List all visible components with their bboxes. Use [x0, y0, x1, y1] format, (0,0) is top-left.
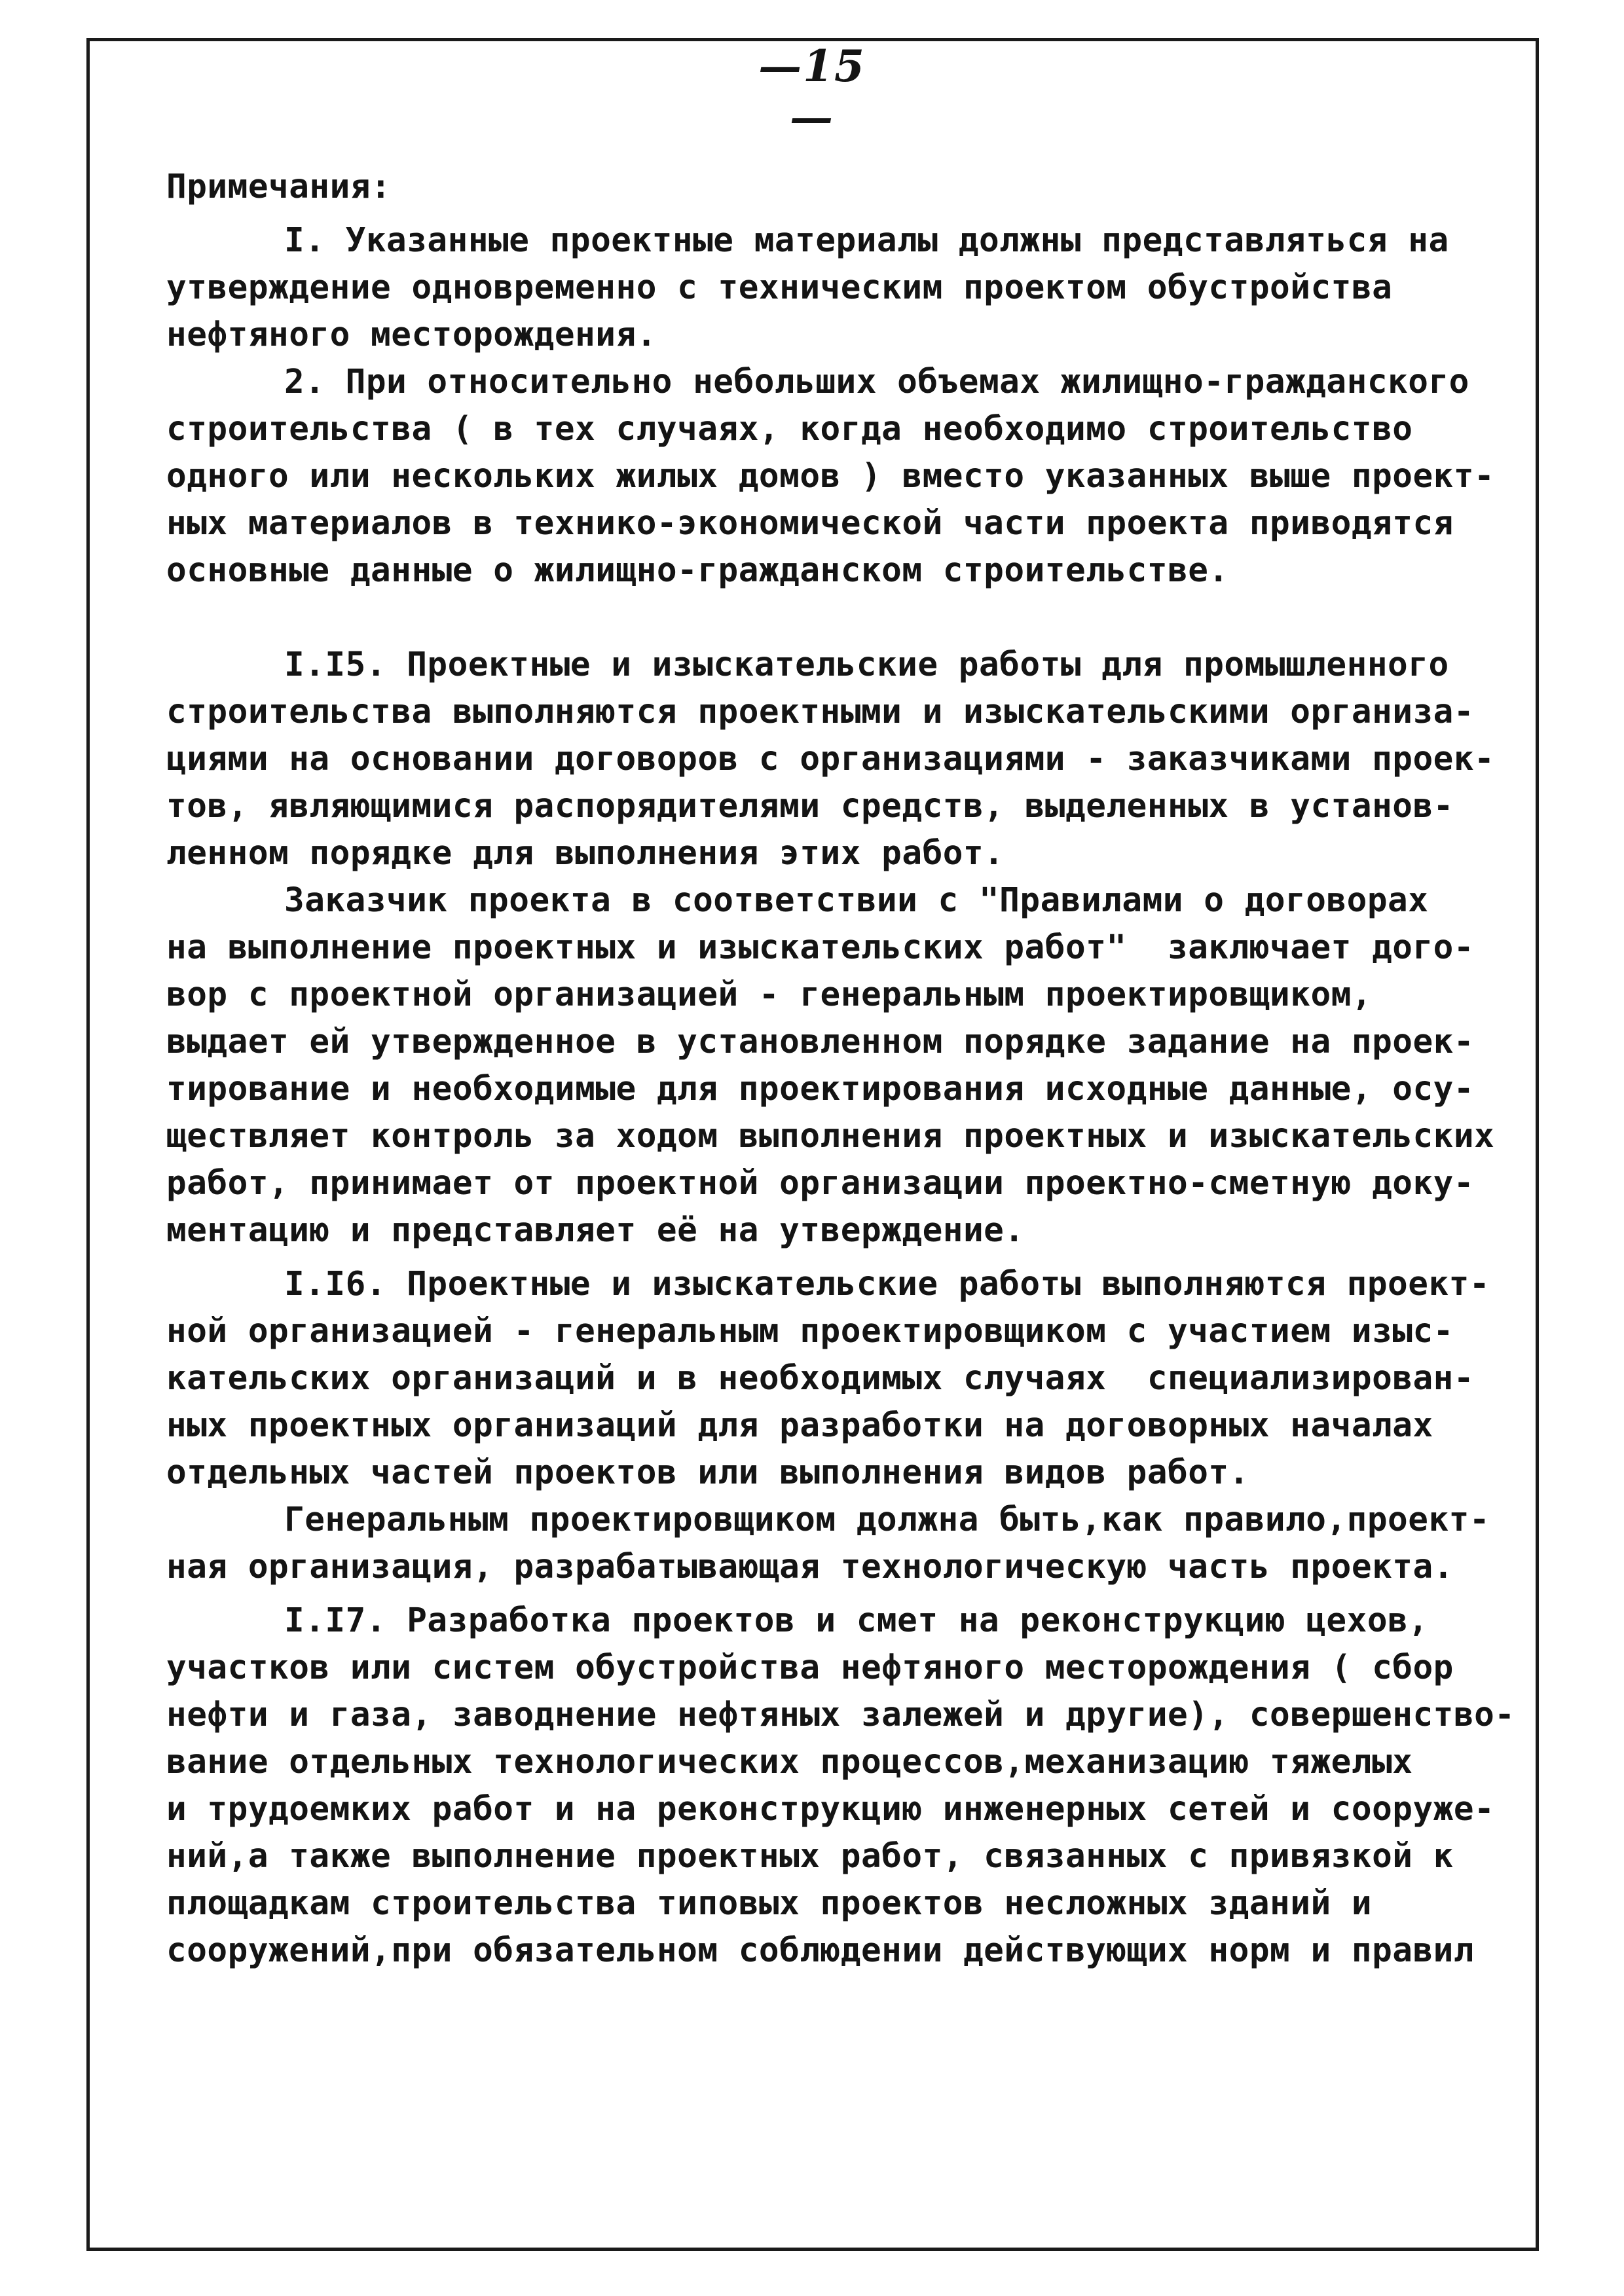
- note-2-line: основные данные о жилищно-гражданском строительстве.: [166, 551, 1229, 590]
- paragraph-line: ной организацией - генеральным проектировщиком с участием изыс-: [166, 1312, 1454, 1351]
- section-1-15-para-1: [166, 642, 1502, 877]
- paragraph-line: тов, являющимися распорядителями средств, выделенных в установ-: [166, 787, 1454, 826]
- document-body: [166, 164, 1515, 1975]
- paragraph-line: ных проектных организаций для разработки на договорных началах: [166, 1406, 1433, 1445]
- paragraph-line: вор с проектной организацией - генеральным проектировщиком,: [166, 975, 1373, 1014]
- section-1-16-para-1: [166, 1261, 1502, 1497]
- paragraph-line: выдает ей утвержденное в установленном порядке задание на проек-: [166, 1023, 1475, 1061]
- section-1-15-para-2: [166, 877, 1502, 1254]
- note-2-line: строительства ( в тех случаях, когда необходимо строительство: [166, 410, 1413, 448]
- paragraph-line: площадкам строительства типовых проектов несложных зданий и: [166, 1884, 1373, 1923]
- paragraph-line: и трудоемких работ и на реконструкцию инженерных сетей и сооруже-: [166, 1790, 1495, 1829]
- paragraph-line: на выполнение проектных и изыскательских работ" заключает дого-: [166, 928, 1475, 967]
- note-1-line: нефтяного месторождения.: [166, 316, 657, 354]
- notes-heading: Примечания:: [166, 168, 392, 206]
- paragraph-line: I.I7. Разработка проектов и смет на реконструкцию цехов,: [284, 1601, 1429, 1640]
- paragraph-line: строительства выполняются проектными и изыскательскими организа-: [166, 693, 1475, 731]
- paragraph-line: участков или систем обустройства нефтяного месторождения ( сбор: [166, 1649, 1454, 1687]
- paragraph-line: ная организация, разрабатывающая технологическую часть проекта.: [166, 1548, 1454, 1586]
- paragraph-line: ний,а также выполнение проектных работ, связанных с привязкой к: [166, 1837, 1454, 1876]
- section-1-16-para-2: [166, 1497, 1502, 1591]
- section-1-17-para-1: [166, 1597, 1515, 1975]
- paragraph-line: кательских организаций и в необходимых случаях специализирован-: [166, 1359, 1475, 1398]
- paragraph-line: ленном порядке для выполнения этих работ.: [166, 834, 1005, 873]
- paragraph-line: отдельных частей проектов или выполнения видов работ.: [166, 1453, 1249, 1492]
- paragraph-line: сооружений,при обязательном соблюдении действующих норм и правил: [166, 1931, 1475, 1970]
- note-2-line: 2. При относительно небольших объемах жилищно-гражданского: [284, 363, 1469, 401]
- paragraph-line: тирование и необходимые для проектирования исходные данные, осу-: [166, 1070, 1475, 1108]
- paragraph-line: ментацию и представляет её на утверждение.: [166, 1211, 1025, 1250]
- paragraph-line: циями на основании договоров с организациями - заказчиками проек-: [166, 740, 1495, 778]
- note-1-line: утверждение одновременно с техническим проектом обустройства: [166, 268, 1393, 307]
- paragraph-line: I.I5. Проектные и изыскательские работы для промышленного: [284, 646, 1449, 684]
- paragraph-line: вание отдельных технологических процессов,механизацию тяжелых: [166, 1743, 1413, 1781]
- paragraph-line: нефти и газа, заводнение нефтяных залежей и другие), совершенство-: [166, 1696, 1515, 1734]
- note-1-line: I. Указанные проектные материалы должны представляться на: [284, 221, 1449, 260]
- page-number: —15—: [758, 41, 866, 143]
- note-2-line: одного или нескольких жилых домов ) вместо указанных выше проект-: [166, 457, 1495, 496]
- paragraph-line: ществляет контроль за ходом выполнения проектных и изыскательских: [166, 1117, 1495, 1156]
- paragraph-line: работ, принимает от проектной организации проектно-сметную доку-: [166, 1164, 1475, 1203]
- note-2: [166, 359, 1502, 594]
- paragraph-line: Заказчик проекта в соответствии с "Правилами о договорах: [284, 881, 1429, 920]
- note-1: [166, 217, 1502, 359]
- paragraph-line: Генеральным проектировщиком должна быть,как правило,проект-: [284, 1501, 1490, 1539]
- note-2-line: ных материалов в технико-экономической части проекта приводятся: [166, 504, 1454, 543]
- paragraph-line: I.I6. Проектные и изыскательские работы выполняются проект-: [284, 1265, 1490, 1303]
